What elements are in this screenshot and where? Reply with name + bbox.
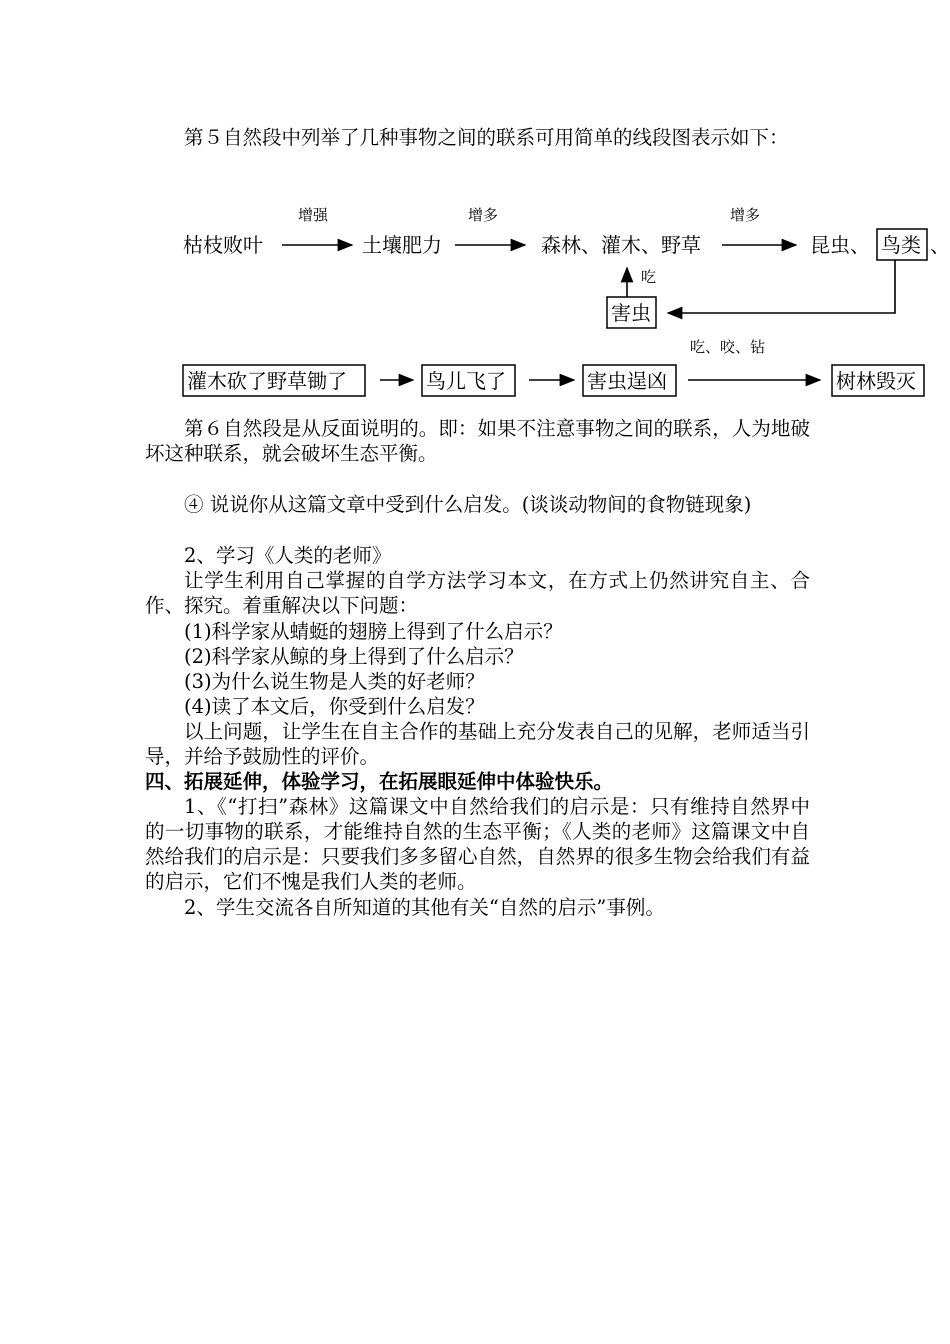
question-item: (4)读了本文后，你受到什么启发？	[184, 695, 485, 718]
node-soil-fertility: 土壤肥力	[362, 233, 442, 257]
node-forest-destroyed: 树林毁灭	[836, 369, 916, 393]
node-forest: 森林、灌木、野草	[541, 233, 701, 257]
section-2-title: 2、学习《人类的老师》	[184, 544, 392, 567]
question-item: (2)科学家从鲸的身上得到了什么启示？	[184, 645, 524, 668]
label-increase-2: 增多	[730, 206, 761, 224]
section-2-description: 让学生利用自己掌握的自学方法学习本文，在方式上仍然讲究自主、合作、探究。着重解决以下问题：	[145, 569, 810, 617]
node-trailing: 、	[930, 233, 950, 257]
question-item: (3)为什么说生物是人类的好老师？	[184, 670, 485, 693]
question-4: ④ 说说你从这篇文章中受到什么启发。(谈谈动物间的食物链现象)	[184, 493, 752, 516]
section-2-summary: 以上问题，让学生在自主合作的基础上充分发表自己的见解，老师适当引导，并给予鼓励性的评价。	[145, 720, 810, 768]
label-eat-bite-drill: 吃、咬、钻	[690, 338, 766, 356]
question-item: (1)科学家从蜻蜓的翅膀上得到了什么启示？	[184, 620, 563, 643]
label-eat: 吃	[641, 268, 657, 286]
extension-2: 2、学生交流各自所知道的其他有关“自然的启示”事例。	[184, 896, 665, 919]
node-dead-leaves: 枯枝败叶	[183, 233, 263, 257]
label-increase-1: 增多	[468, 206, 499, 224]
extension-1: 1、《“打扫”森林》这篇课文中自然给我们的启示是：只有维持自然界中的一切事物的联系，才能维持自然的生态平衡；《人类的老师》这篇课文中自然给我们的启示是：只要我们多多留心自然，自然界的很多生物会给我们有益的启示，它们不愧是我们人类的老师。	[145, 795, 810, 893]
node-cut: 灌木砍了野草锄了	[187, 369, 347, 393]
label-strengthen: 增强	[298, 206, 329, 224]
intro-paragraph: 第５自然段中列举了几种事物之间的联系可用简单的线段图表示如下：	[184, 126, 789, 149]
node-birds-fly: 鸟儿飞了	[426, 369, 506, 393]
node-insects: 昆虫、	[810, 233, 870, 257]
node-birds: 鸟类	[881, 233, 921, 257]
food-chain-diagram	[0, 0, 950, 420]
node-pest-rampant: 害虫逞凶	[587, 369, 667, 393]
arrow-birds-to-pest	[668, 260, 895, 313]
paragraph-6: 第６自然段是从反面说明的。即：如果不注意事物之间的联系，人为地破坏这种联系，就会破坏生态平衡。	[145, 417, 810, 465]
node-pest: 害虫	[611, 301, 651, 325]
heading-4: 四、拓展延伸，体验学习，在拓展眼延伸中体验快乐。	[145, 770, 614, 793]
